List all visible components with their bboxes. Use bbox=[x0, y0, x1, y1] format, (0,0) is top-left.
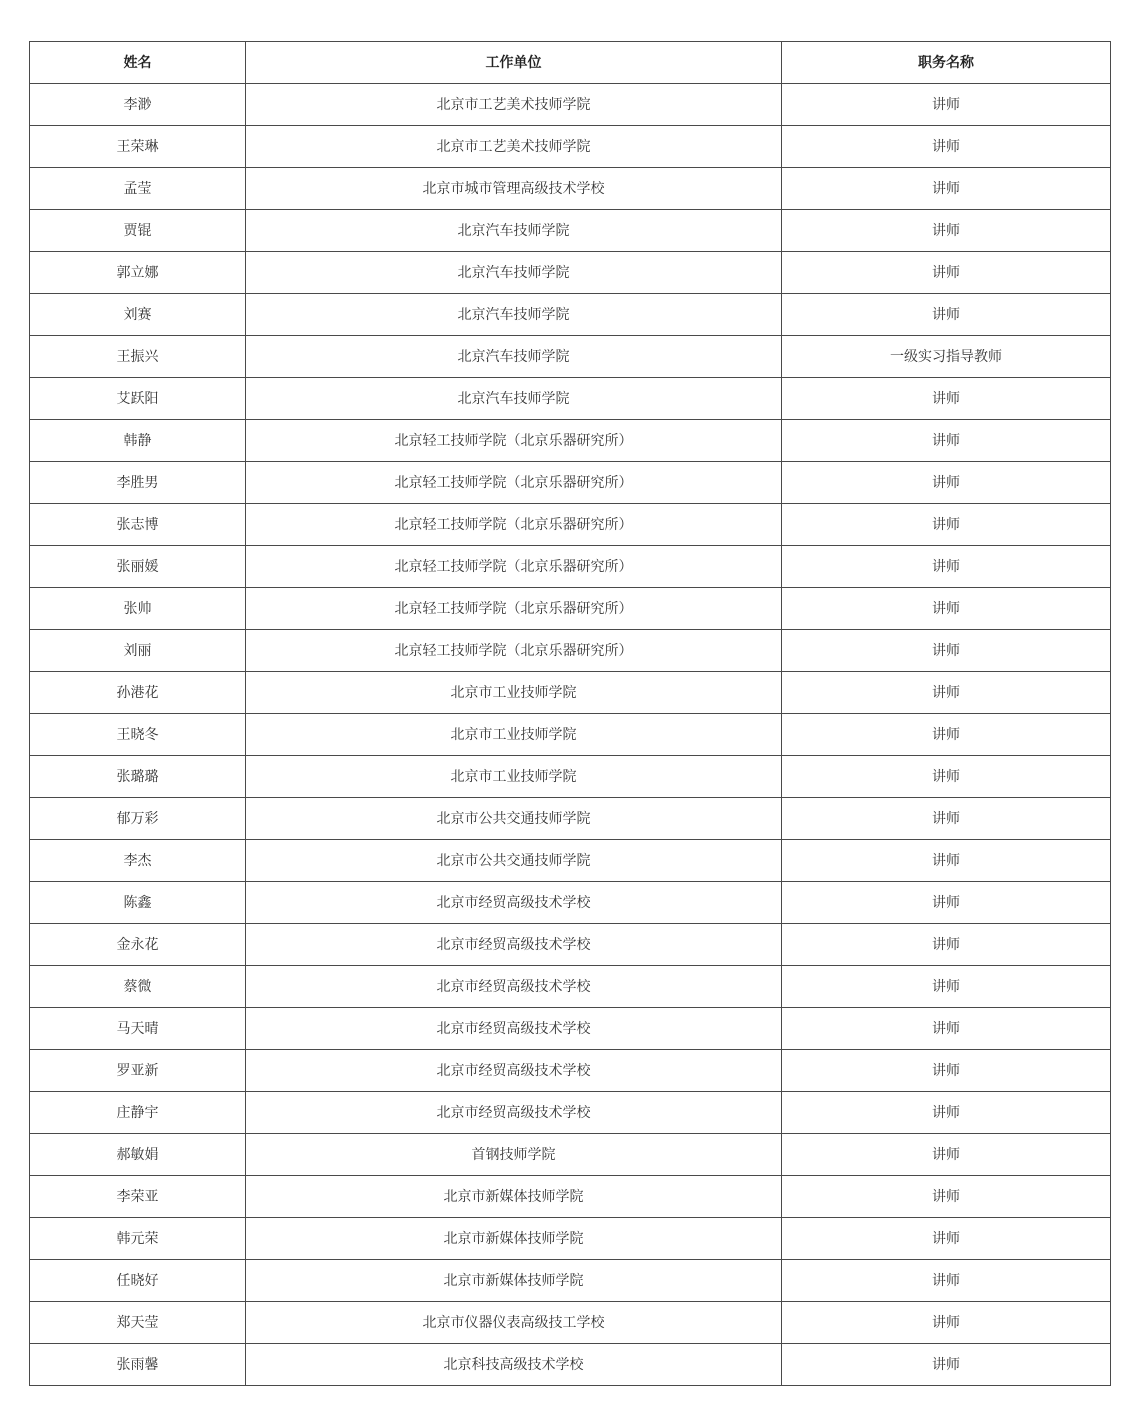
cell-title: 讲师 bbox=[782, 840, 1111, 882]
cell-name: 张璐璐 bbox=[30, 756, 246, 798]
table-row bbox=[30, 756, 1111, 798]
table-row bbox=[30, 1134, 1111, 1176]
cell-unit: 北京汽车技师学院 bbox=[246, 336, 782, 378]
cell-name: 王荣琳 bbox=[30, 126, 246, 168]
cell-name: 艾跃阳 bbox=[30, 378, 246, 420]
cell-unit: 北京市工业技师学院 bbox=[246, 756, 782, 798]
header-name: 姓名 bbox=[30, 42, 246, 84]
cell-title: 讲师 bbox=[782, 84, 1111, 126]
cell-unit: 北京汽车技师学院 bbox=[246, 210, 782, 252]
cell-name: 任晓好 bbox=[30, 1260, 246, 1302]
table-row bbox=[30, 1092, 1111, 1134]
table-row bbox=[30, 966, 1111, 1008]
table-row bbox=[30, 336, 1111, 378]
table-row bbox=[30, 294, 1111, 336]
header-row bbox=[30, 42, 1111, 84]
table-row bbox=[30, 1344, 1111, 1386]
cell-name: 韩元荣 bbox=[30, 1218, 246, 1260]
cell-unit: 北京科技高级技术学校 bbox=[246, 1344, 782, 1386]
table-row bbox=[30, 168, 1111, 210]
cell-name: 刘赛 bbox=[30, 294, 246, 336]
cell-title: 讲师 bbox=[782, 1260, 1111, 1302]
table-row bbox=[30, 84, 1111, 126]
cell-unit: 北京轻工技师学院（北京乐器研究所） bbox=[246, 462, 782, 504]
cell-unit: 北京市工业技师学院 bbox=[246, 714, 782, 756]
table-body bbox=[30, 84, 1111, 1386]
cell-unit: 北京市经贸高级技术学校 bbox=[246, 1092, 782, 1134]
table-row bbox=[30, 378, 1111, 420]
cell-unit: 北京轻工技师学院（北京乐器研究所） bbox=[246, 630, 782, 672]
header-unit: 工作单位 bbox=[246, 42, 782, 84]
table-row bbox=[30, 546, 1111, 588]
table-row bbox=[30, 588, 1111, 630]
cell-title: 讲师 bbox=[782, 168, 1111, 210]
cell-name: 罗亚新 bbox=[30, 1050, 246, 1092]
cell-name: 郑天莹 bbox=[30, 1302, 246, 1344]
table-row bbox=[30, 1260, 1111, 1302]
table-row bbox=[30, 1008, 1111, 1050]
table-row bbox=[30, 126, 1111, 168]
cell-title: 讲师 bbox=[782, 210, 1111, 252]
cell-name: 孙港花 bbox=[30, 672, 246, 714]
cell-name: 孟莹 bbox=[30, 168, 246, 210]
cell-unit: 北京汽车技师学院 bbox=[246, 252, 782, 294]
cell-title: 讲师 bbox=[782, 1344, 1111, 1386]
cell-unit: 北京市新媒体技师学院 bbox=[246, 1176, 782, 1218]
cell-title: 讲师 bbox=[782, 1134, 1111, 1176]
cell-title: 讲师 bbox=[782, 1302, 1111, 1344]
cell-title: 讲师 bbox=[782, 1092, 1111, 1134]
table-header bbox=[30, 42, 1111, 84]
cell-unit: 首钢技师学院 bbox=[246, 1134, 782, 1176]
cell-name: 马天晴 bbox=[30, 1008, 246, 1050]
cell-title: 讲师 bbox=[782, 924, 1111, 966]
cell-name: 李胜男 bbox=[30, 462, 246, 504]
cell-unit: 北京轻工技师学院（北京乐器研究所） bbox=[246, 546, 782, 588]
table-row bbox=[30, 504, 1111, 546]
cell-title: 讲师 bbox=[782, 546, 1111, 588]
cell-unit: 北京市城市管理高级技术学校 bbox=[246, 168, 782, 210]
cell-name: 张帅 bbox=[30, 588, 246, 630]
cell-unit: 北京市经贸高级技术学校 bbox=[246, 1008, 782, 1050]
cell-name: 郭立娜 bbox=[30, 252, 246, 294]
cell-title: 讲师 bbox=[782, 378, 1111, 420]
cell-unit: 北京市经贸高级技术学校 bbox=[246, 924, 782, 966]
table-row bbox=[30, 1302, 1111, 1344]
table-row bbox=[30, 840, 1111, 882]
cell-name: 刘丽 bbox=[30, 630, 246, 672]
cell-unit: 北京市公共交通技师学院 bbox=[246, 798, 782, 840]
table-row bbox=[30, 798, 1111, 840]
cell-title: 讲师 bbox=[782, 1008, 1111, 1050]
cell-name: 张志博 bbox=[30, 504, 246, 546]
cell-title: 一级实习指导教师 bbox=[782, 336, 1111, 378]
cell-title: 讲师 bbox=[782, 1050, 1111, 1092]
cell-name: 蔡微 bbox=[30, 966, 246, 1008]
cell-name: 王晓冬 bbox=[30, 714, 246, 756]
cell-unit: 北京市公共交通技师学院 bbox=[246, 840, 782, 882]
cell-title: 讲师 bbox=[782, 798, 1111, 840]
cell-title: 讲师 bbox=[782, 588, 1111, 630]
cell-name: 张雨馨 bbox=[30, 1344, 246, 1386]
cell-unit: 北京市工艺美术技师学院 bbox=[246, 126, 782, 168]
cell-unit: 北京市经贸高级技术学校 bbox=[246, 1050, 782, 1092]
cell-unit: 北京轻工技师学院（北京乐器研究所） bbox=[246, 588, 782, 630]
cell-unit: 北京轻工技师学院（北京乐器研究所） bbox=[246, 504, 782, 546]
cell-title: 讲师 bbox=[782, 882, 1111, 924]
cell-unit: 北京市经贸高级技术学校 bbox=[246, 882, 782, 924]
cell-unit: 北京市工艺美术技师学院 bbox=[246, 84, 782, 126]
cell-title: 讲师 bbox=[782, 1176, 1111, 1218]
cell-name: 王振兴 bbox=[30, 336, 246, 378]
cell-title: 讲师 bbox=[782, 672, 1111, 714]
cell-title: 讲师 bbox=[782, 126, 1111, 168]
cell-unit: 北京汽车技师学院 bbox=[246, 294, 782, 336]
cell-name: 庄静宇 bbox=[30, 1092, 246, 1134]
cell-name: 李杰 bbox=[30, 840, 246, 882]
cell-unit: 北京市新媒体技师学院 bbox=[246, 1218, 782, 1260]
cell-name: 韩静 bbox=[30, 420, 246, 462]
table-row bbox=[30, 462, 1111, 504]
cell-title: 讲师 bbox=[782, 420, 1111, 462]
cell-title: 讲师 bbox=[782, 1218, 1111, 1260]
cell-unit: 北京轻工技师学院（北京乐器研究所） bbox=[246, 420, 782, 462]
cell-title: 讲师 bbox=[782, 714, 1111, 756]
cell-title: 讲师 bbox=[782, 462, 1111, 504]
table-row bbox=[30, 1050, 1111, 1092]
table-row bbox=[30, 420, 1111, 462]
cell-name: 郝敏娟 bbox=[30, 1134, 246, 1176]
cell-unit: 北京市仪器仪表高级技工学校 bbox=[246, 1302, 782, 1344]
cell-name: 郁万彩 bbox=[30, 798, 246, 840]
table-row bbox=[30, 1218, 1111, 1260]
table-row bbox=[30, 714, 1111, 756]
cell-name: 张丽媛 bbox=[30, 546, 246, 588]
table-row bbox=[30, 252, 1111, 294]
cell-title: 讲师 bbox=[782, 252, 1111, 294]
cell-title: 讲师 bbox=[782, 504, 1111, 546]
cell-name: 李荣亚 bbox=[30, 1176, 246, 1218]
cell-title: 讲师 bbox=[782, 966, 1111, 1008]
table-row bbox=[30, 1176, 1111, 1218]
cell-unit: 北京市新媒体技师学院 bbox=[246, 1260, 782, 1302]
cell-name: 李渺 bbox=[30, 84, 246, 126]
table-row bbox=[30, 630, 1111, 672]
cell-title: 讲师 bbox=[782, 294, 1111, 336]
cell-unit: 北京市经贸高级技术学校 bbox=[246, 966, 782, 1008]
cell-name: 贾锟 bbox=[30, 210, 246, 252]
cell-name: 金永花 bbox=[30, 924, 246, 966]
cell-name: 陈鑫 bbox=[30, 882, 246, 924]
table-row bbox=[30, 672, 1111, 714]
header-title: 职务名称 bbox=[782, 42, 1111, 84]
table-row bbox=[30, 924, 1111, 966]
cell-unit: 北京汽车技师学院 bbox=[246, 378, 782, 420]
personnel-table bbox=[29, 41, 1111, 1386]
table-row bbox=[30, 210, 1111, 252]
cell-title: 讲师 bbox=[782, 756, 1111, 798]
cell-unit: 北京市工业技师学院 bbox=[246, 672, 782, 714]
cell-title: 讲师 bbox=[782, 630, 1111, 672]
table-row bbox=[30, 882, 1111, 924]
